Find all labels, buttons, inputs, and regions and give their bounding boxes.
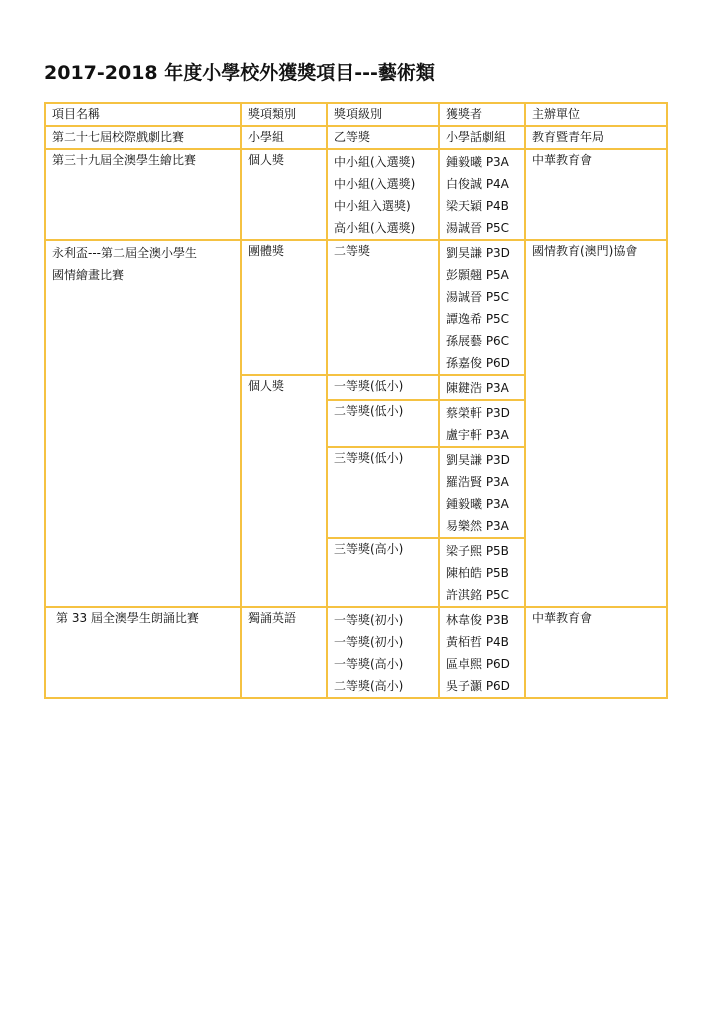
winner-cell: 小學話劇組 <box>439 126 525 149</box>
project-name-cell: 第二十七屆校際戲劇比賽 <box>45 126 241 149</box>
level-line: 中小組(入選獎) <box>334 177 416 191</box>
winner-cell <box>439 375 525 400</box>
level-cell: 一等獎(低小) <box>327 375 439 400</box>
category-cell: 小學組 <box>241 126 327 149</box>
level-line: 中小組入選獎) <box>334 199 411 213</box>
winner-line: 譚逸希 P5C <box>446 312 510 326</box>
winner-line: 區卓熙 P6D <box>446 657 510 671</box>
winner-cell <box>439 607 525 698</box>
level-line: 一等獎(初小) <box>334 635 404 649</box>
level-line: 中小組(入選獎) <box>334 155 416 169</box>
level-cell: 乙等獎 <box>327 126 439 149</box>
winner-line: 吳子灝 P6D <box>446 679 510 693</box>
header-award-category: 獎項類別 <box>241 103 327 126</box>
page-title: 2017-2018 年度小學校外獲獎項目---藝術類 <box>44 62 435 84</box>
winner-cell <box>439 149 525 240</box>
organizer-cell: 國情教育(澳門)協會 <box>525 240 667 607</box>
header-project-name: 項目名稱 <box>45 103 241 126</box>
level-line: 二等獎(高小) <box>334 679 404 693</box>
project-name-cell <box>45 240 241 607</box>
level-cell: 三等獎(低小) <box>327 447 439 538</box>
project-name-line: 國情繪畫比賽 <box>52 268 125 282</box>
table-row <box>45 149 667 240</box>
winner-line: 孫嘉俊 P6D <box>446 356 510 370</box>
table-row <box>45 240 667 375</box>
winner-line: 陳柏皓 P5B <box>446 566 509 580</box>
winner-line: 許淇銘 P5C <box>446 588 510 602</box>
project-name-cell: 第三十九屆全澳學生繪比賽 <box>45 149 241 240</box>
winner-cell <box>439 538 525 607</box>
level-cell: 二等獎(低小) <box>327 400 439 447</box>
level-cell: 三等獎(高小) <box>327 538 439 607</box>
winner-line: 盧宇軒 P3A <box>446 428 509 442</box>
winner-line: 劉昊謙 P3D <box>446 246 510 260</box>
organizer-cell: 教育暨青年局 <box>525 126 667 149</box>
header-winner: 獲獎者 <box>439 103 525 126</box>
project-name-cell: 第 33 屆全澳學生朗誦比賽 <box>45 607 241 698</box>
winner-cell <box>439 240 525 375</box>
header-organizer: 主辦單位 <box>525 103 667 126</box>
organizer-cell: 中華教育會 <box>525 607 667 698</box>
winner-line: 鍾毅曦 P3A <box>446 155 509 169</box>
winner-line: 彭顥翹 P5A <box>446 268 509 282</box>
level-line: 一等獎(高小) <box>334 657 404 671</box>
winner-line: 易樂然 P3A <box>446 519 509 533</box>
level-cell <box>327 607 439 698</box>
winner-line: 林韋俊 P3B <box>446 613 509 627</box>
category-cell: 個人獎 <box>241 375 327 607</box>
winner-line: 劉昊謙 P3D <box>446 453 510 467</box>
winner-line: 梁子熙 P5B <box>446 544 509 558</box>
winner-line: 梁天穎 P4B <box>446 199 509 213</box>
winner-line: 陳鍵浩 P3A <box>446 381 509 395</box>
level-line: 高小組(入選獎) <box>334 221 416 235</box>
project-name-line: 永利盃---第二屆全澳小學生 <box>52 246 197 260</box>
table-header-row <box>45 103 667 126</box>
winner-line: 鍾毅曦 P3A <box>446 497 509 511</box>
winner-line: 白俊誠 P4A <box>446 177 509 191</box>
header-award-level: 獎項級別 <box>327 103 439 126</box>
organizer-cell: 中華教育會 <box>525 149 667 240</box>
category-cell: 個人獎 <box>241 149 327 240</box>
winner-line: 湯誠晉 P5C <box>446 221 510 235</box>
awards-table <box>44 102 668 699</box>
winner-line: 黃栢哲 P4B <box>446 635 509 649</box>
table-row <box>45 126 667 149</box>
winner-line: 羅浩賢 P3A <box>446 475 509 489</box>
winner-cell <box>439 447 525 538</box>
level-cell: 二等獎 <box>327 240 439 375</box>
category-cell: 獨誦英語 <box>241 607 327 698</box>
winner-line: 孫展藝 P6C <box>446 334 510 348</box>
table-row <box>45 607 667 698</box>
category-cell: 團體獎 <box>241 240 327 375</box>
level-cell <box>327 149 439 240</box>
level-line: 一等獎(初小) <box>334 613 404 627</box>
winner-cell <box>439 400 525 447</box>
winner-line: 湯誠晉 P5C <box>446 290 510 304</box>
winner-line: 蔡榮軒 P3D <box>446 406 510 420</box>
